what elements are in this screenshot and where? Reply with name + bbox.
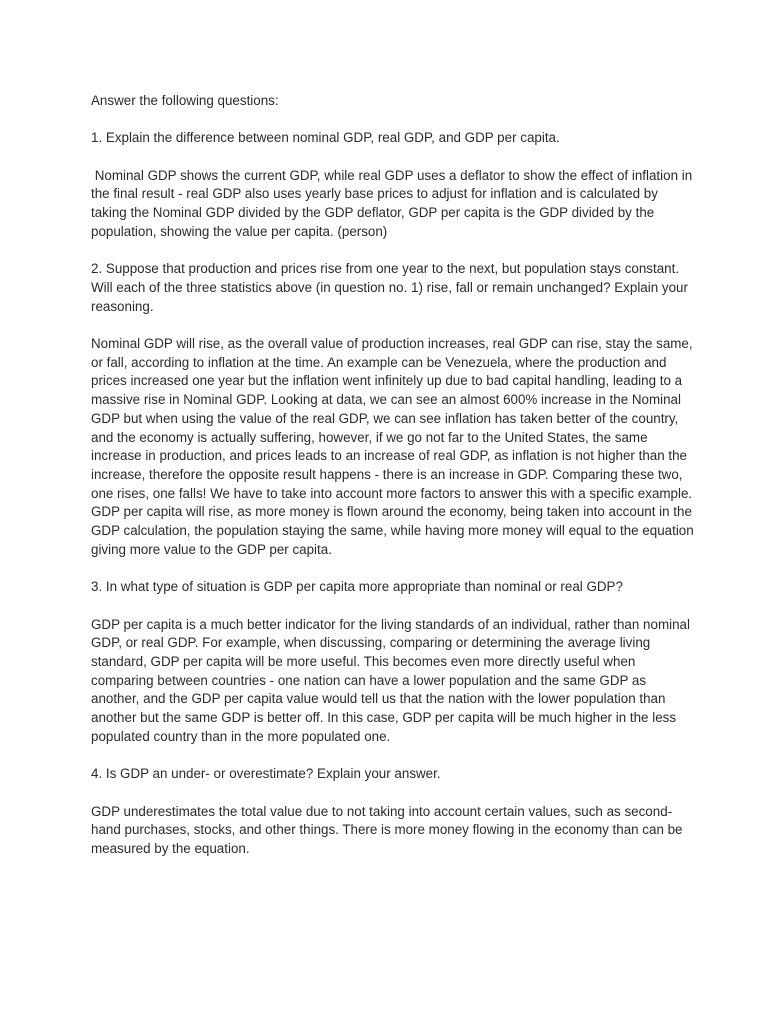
answer-3: GDP per capita is a much better indicator for the living standards of an individual, rather than nominal GDP, or real GDP. For example, when discussing, comparing or determining the average living standard, GDP per capita will be more useful. This becomes even more directly useful when comparing between countries - one nation can have a lower population and the same GDP as another, and the GDP per capita value would tell us that the nation with the lower population than another but the same GDP is better off. In this case, GDP per capita will be much higher in the less populated country than in the more populated one. [91, 616, 694, 744]
question-1: 1. Explain the difference between nominal GDP, real GDP, and GDP per capita. [91, 130, 560, 146]
question-2: 2. Suppose that production and prices rise from one year to the next, but population stays constant. Will each of the three statistics above (in question no. 1) rise, fall or remain unchanged? Explain your reasoning. [91, 261, 692, 314]
answer-4: GDP underestimates the total value due to not taking into account certain values, such as second-hand purchases, stocks, and other things. There is more money flowing in the economy than can be measured by the equation. [91, 803, 687, 856]
answer-2: Nominal GDP will rise, as the overall value of production increases, real GDP can rise, stay the same, or fall, according to inflation at the time. An example can be Venezuela, where the production and prices increased one year but the inflation went infinitely up due to bad capital handling, leading to a massive rise in Nominal GDP. Looking at data, we can see an almost 600% increase in the Nominal GDP but when using the value of the real GDP, we can see inflation has taken better of the country, and the economy is actually suffering, however, if we go not far to the United States, the same increase in production, and prices leads to an increase of real GDP, as inflation is not higher than the increase, therefore the opposite result happens - there is an increase in GDP. Comparing these two, one rises, one falls! We have to take into account more factors to answer this with a specific example. GDP per capita will rise, as more money is flown around the economy, being taken into account in the GDP calculation, the population staying the same, while having more money will equal to the equation giving more value to the GDP per capita. [91, 336, 698, 557]
question-3: 3. In what type of situation is GDP per capita more appropriate than nominal or real GDP? [91, 579, 623, 595]
document-body [91, 92, 697, 859]
intro-text: Answer the following questions: [91, 93, 279, 108]
answer-1: Nominal GDP shows the current GDP, while real GDP uses a deflator to show the effect of inflation in the final result - real GDP also uses yearly base prices to adjust for inflation and is calculated by taking the Nominal GDP divided by the GDP deflator, GDP per capita is the GDP divided by the population, showing the value per capita. (person) [91, 167, 696, 239]
question-4: 4. Is GDP an under- or overestimate? Explain your answer. [91, 766, 441, 782]
